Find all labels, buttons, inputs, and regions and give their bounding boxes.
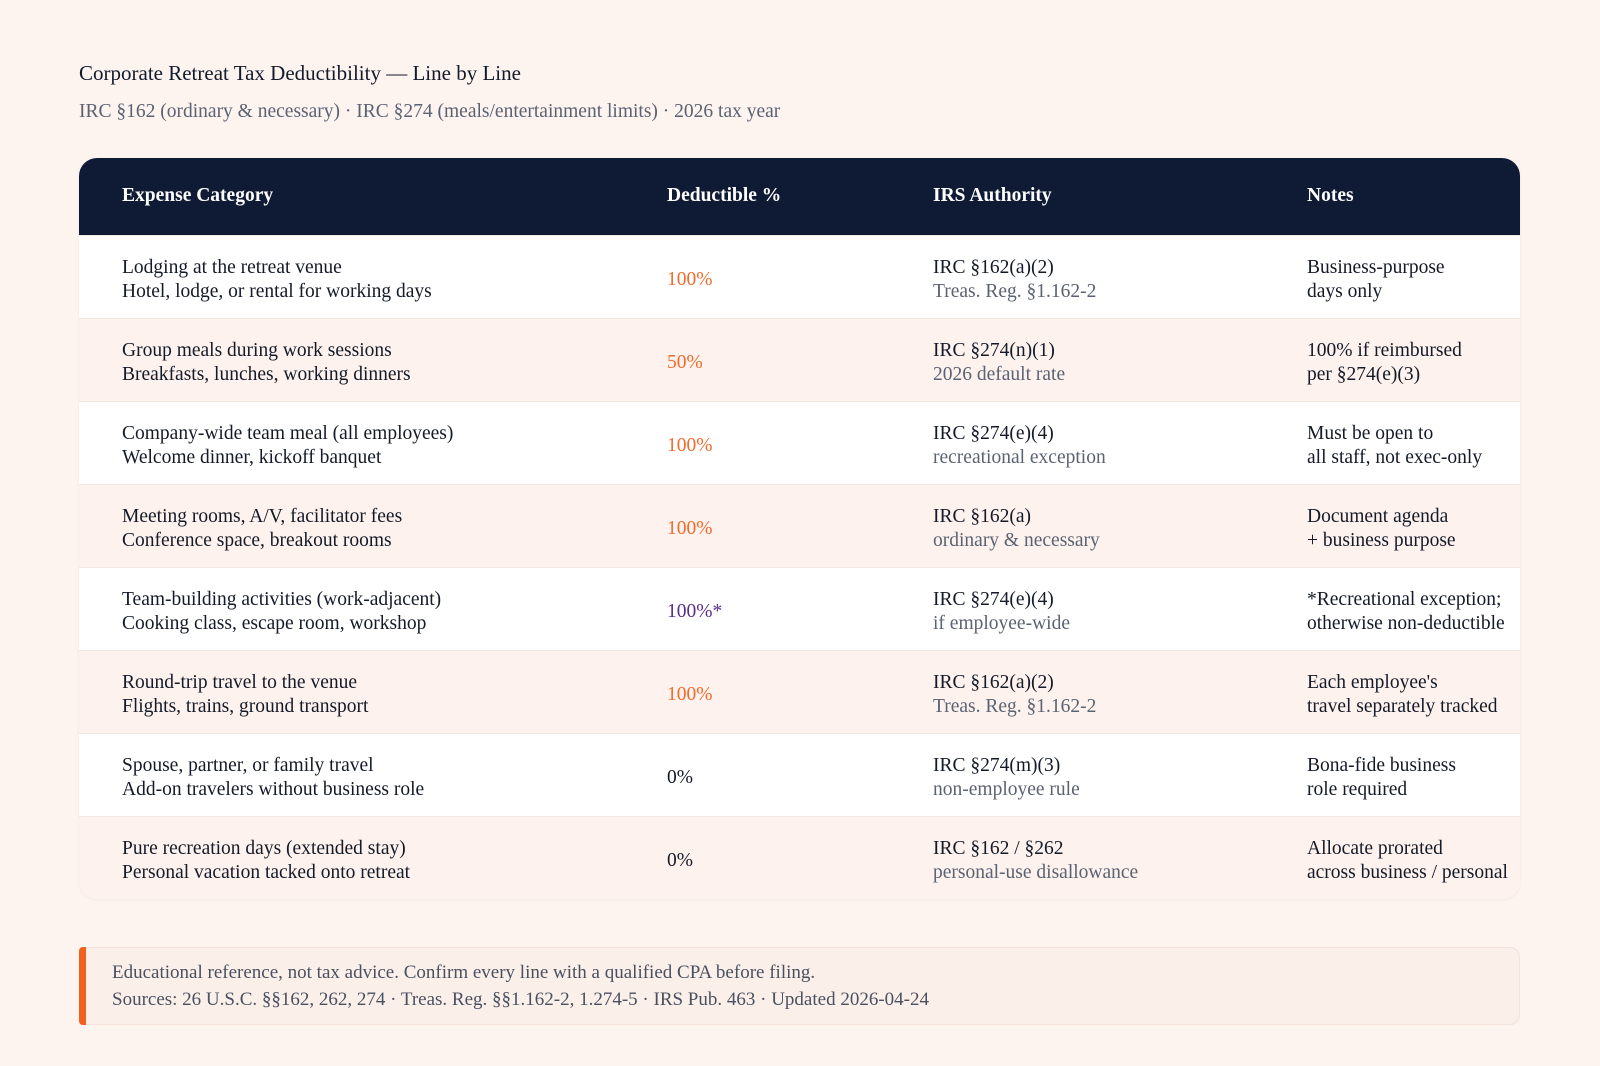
authority-cell bbox=[933, 588, 1070, 636]
notes-line: Each employee's bbox=[1307, 672, 1438, 693]
category-cell bbox=[122, 422, 453, 470]
category-name: Round-trip travel to the venue bbox=[122, 672, 358, 693]
category-cell bbox=[122, 671, 368, 719]
category-cell bbox=[122, 588, 441, 636]
table-row bbox=[79, 650, 1520, 733]
notes-line: travel separately tracked bbox=[1307, 696, 1498, 717]
authority-cell bbox=[933, 505, 1100, 553]
deductible-percent: 100%* bbox=[667, 601, 723, 622]
deductible-percent: 100% bbox=[667, 435, 713, 456]
authority-detail: Treas. Reg. §1.162-2 bbox=[933, 696, 1097, 717]
column-header-expense-category: Expense Category bbox=[122, 185, 274, 206]
authority-detail: personal-use disallowance bbox=[933, 862, 1139, 883]
deductible-percent: 100% bbox=[667, 269, 713, 290]
authority-detail: if employee-wide bbox=[933, 613, 1070, 634]
callout-accent-bar bbox=[79, 947, 86, 1025]
table-header bbox=[79, 158, 1520, 235]
category-detail: Flights, trains, ground transport bbox=[122, 696, 369, 717]
table-row bbox=[79, 235, 1520, 318]
disclaimer-callout bbox=[79, 947, 1520, 1025]
notes-line: *Recreational exception; bbox=[1307, 589, 1502, 610]
deductible-percent: 0% bbox=[667, 767, 693, 788]
authority-code: IRC §162(a)(2) bbox=[933, 257, 1054, 278]
category-name: Meeting rooms, A/V, facilitator fees bbox=[122, 506, 403, 527]
notes-line: Bona-fide business bbox=[1307, 755, 1456, 776]
table-body bbox=[79, 235, 1520, 899]
category-name: Lodging at the retreat venue bbox=[122, 257, 342, 278]
authority-cell bbox=[933, 339, 1065, 387]
category-detail: Welcome dinner, kickoff banquet bbox=[122, 447, 382, 468]
notes-line: all staff, not exec-only bbox=[1307, 447, 1483, 468]
notes-line: per §274(e)(3) bbox=[1307, 364, 1421, 385]
authority-code: IRC §274(m)(3) bbox=[933, 755, 1061, 776]
authority-cell bbox=[933, 754, 1080, 802]
disclaimer-text bbox=[112, 959, 929, 1013]
authority-code: IRC §162(a)(2) bbox=[933, 672, 1054, 693]
category-detail: Personal vacation tacked onto retreat bbox=[122, 862, 411, 883]
authority-code: IRC §274(e)(4) bbox=[933, 423, 1054, 444]
table-row bbox=[79, 401, 1520, 484]
category-detail: Breakfasts, lunches, working dinners bbox=[122, 364, 411, 385]
category-name: Team-building activities (work-adjacent) bbox=[122, 589, 442, 610]
authority-detail: Treas. Reg. §1.162-2 bbox=[933, 281, 1097, 302]
table-row bbox=[79, 816, 1520, 899]
category-cell bbox=[122, 339, 411, 387]
column-header-deductible: Deductible % bbox=[667, 185, 782, 206]
notes-line: + business purpose bbox=[1307, 530, 1456, 551]
deductible-percent: 100% bbox=[667, 518, 713, 539]
notes-line: Must be open to bbox=[1307, 423, 1434, 444]
authority-cell bbox=[933, 256, 1096, 304]
notes-line: Business-purpose bbox=[1307, 257, 1445, 278]
column-header-irs-authority: IRS Authority bbox=[933, 185, 1052, 206]
notes-cell bbox=[1307, 837, 1508, 885]
sources-line: Sources: 26 U.S.C. §§162, 262, 274 · Treas. Reg. §§1.162-2, 1.274-5 · IRS Pub. 463 · Updated 2026-04-24 bbox=[112, 989, 929, 1010]
category-cell bbox=[122, 256, 432, 304]
deductible-percent: 0% bbox=[667, 850, 693, 871]
category-detail: Add-on travelers without business role bbox=[122, 779, 425, 800]
notes-line: 100% if reimbursed bbox=[1307, 340, 1462, 361]
notes-cell bbox=[1307, 422, 1482, 470]
authority-code: IRC §162(a) bbox=[933, 506, 1032, 527]
notes-cell bbox=[1307, 505, 1456, 553]
notes-cell bbox=[1307, 671, 1498, 719]
page-title: Corporate Retreat Tax Deductibility — Line by Line bbox=[79, 61, 521, 85]
deductibility-table bbox=[79, 158, 1520, 899]
category-detail: Hotel, lodge, or rental for working days bbox=[122, 281, 432, 302]
category-cell bbox=[122, 754, 424, 802]
table-row bbox=[79, 733, 1520, 816]
category-name: Group meals during work sessions bbox=[122, 340, 392, 361]
deductible-percent: 100% bbox=[667, 684, 713, 705]
notes-cell bbox=[1307, 754, 1456, 802]
authority-cell bbox=[933, 837, 1138, 885]
notes-line: across business / personal bbox=[1307, 862, 1508, 883]
authority-code: IRC §162 / §262 bbox=[933, 838, 1064, 859]
authority-detail: 2026 default rate bbox=[933, 364, 1066, 385]
notes-line: Allocate prorated bbox=[1307, 838, 1443, 859]
page-subtitle: IRC §162 (ordinary & necessary) · IRC §274 (meals/entertainment limits) · 2026 tax year bbox=[79, 101, 781, 122]
category-name: Pure recreation days (extended stay) bbox=[122, 838, 406, 859]
table-row bbox=[79, 567, 1520, 650]
notes-cell bbox=[1307, 588, 1505, 636]
notes-cell bbox=[1307, 256, 1445, 304]
table-row bbox=[79, 318, 1520, 401]
authority-code: IRC §274(e)(4) bbox=[933, 589, 1054, 610]
category-detail: Conference space, breakout rooms bbox=[122, 530, 392, 551]
table-row bbox=[79, 484, 1520, 567]
category-name: Company-wide team meal (all employees) bbox=[122, 423, 454, 444]
authority-detail: non-employee rule bbox=[933, 779, 1080, 800]
notes-cell bbox=[1307, 339, 1462, 387]
notes-line: Document agenda bbox=[1307, 506, 1449, 527]
authority-detail: ordinary & necessary bbox=[933, 530, 1100, 551]
authority-cell bbox=[933, 671, 1096, 719]
authority-cell bbox=[933, 422, 1106, 470]
authority-code: IRC §274(n)(1) bbox=[933, 340, 1055, 361]
authority-detail: recreational exception bbox=[933, 447, 1106, 468]
notes-line: otherwise non-deductible bbox=[1307, 613, 1505, 634]
category-cell bbox=[122, 505, 402, 553]
notes-line: days only bbox=[1307, 281, 1383, 302]
column-header-notes: Notes bbox=[1307, 185, 1354, 206]
deductible-percent: 50% bbox=[667, 352, 703, 373]
disclaimer-line: Educational reference, not tax advice. Confirm every line with a qualified CPA before filing. bbox=[112, 962, 816, 983]
category-detail: Cooking class, escape room, workshop bbox=[122, 613, 427, 634]
category-cell bbox=[122, 837, 410, 885]
category-name: Spouse, partner, or family travel bbox=[122, 755, 374, 776]
notes-line: role required bbox=[1307, 779, 1408, 800]
